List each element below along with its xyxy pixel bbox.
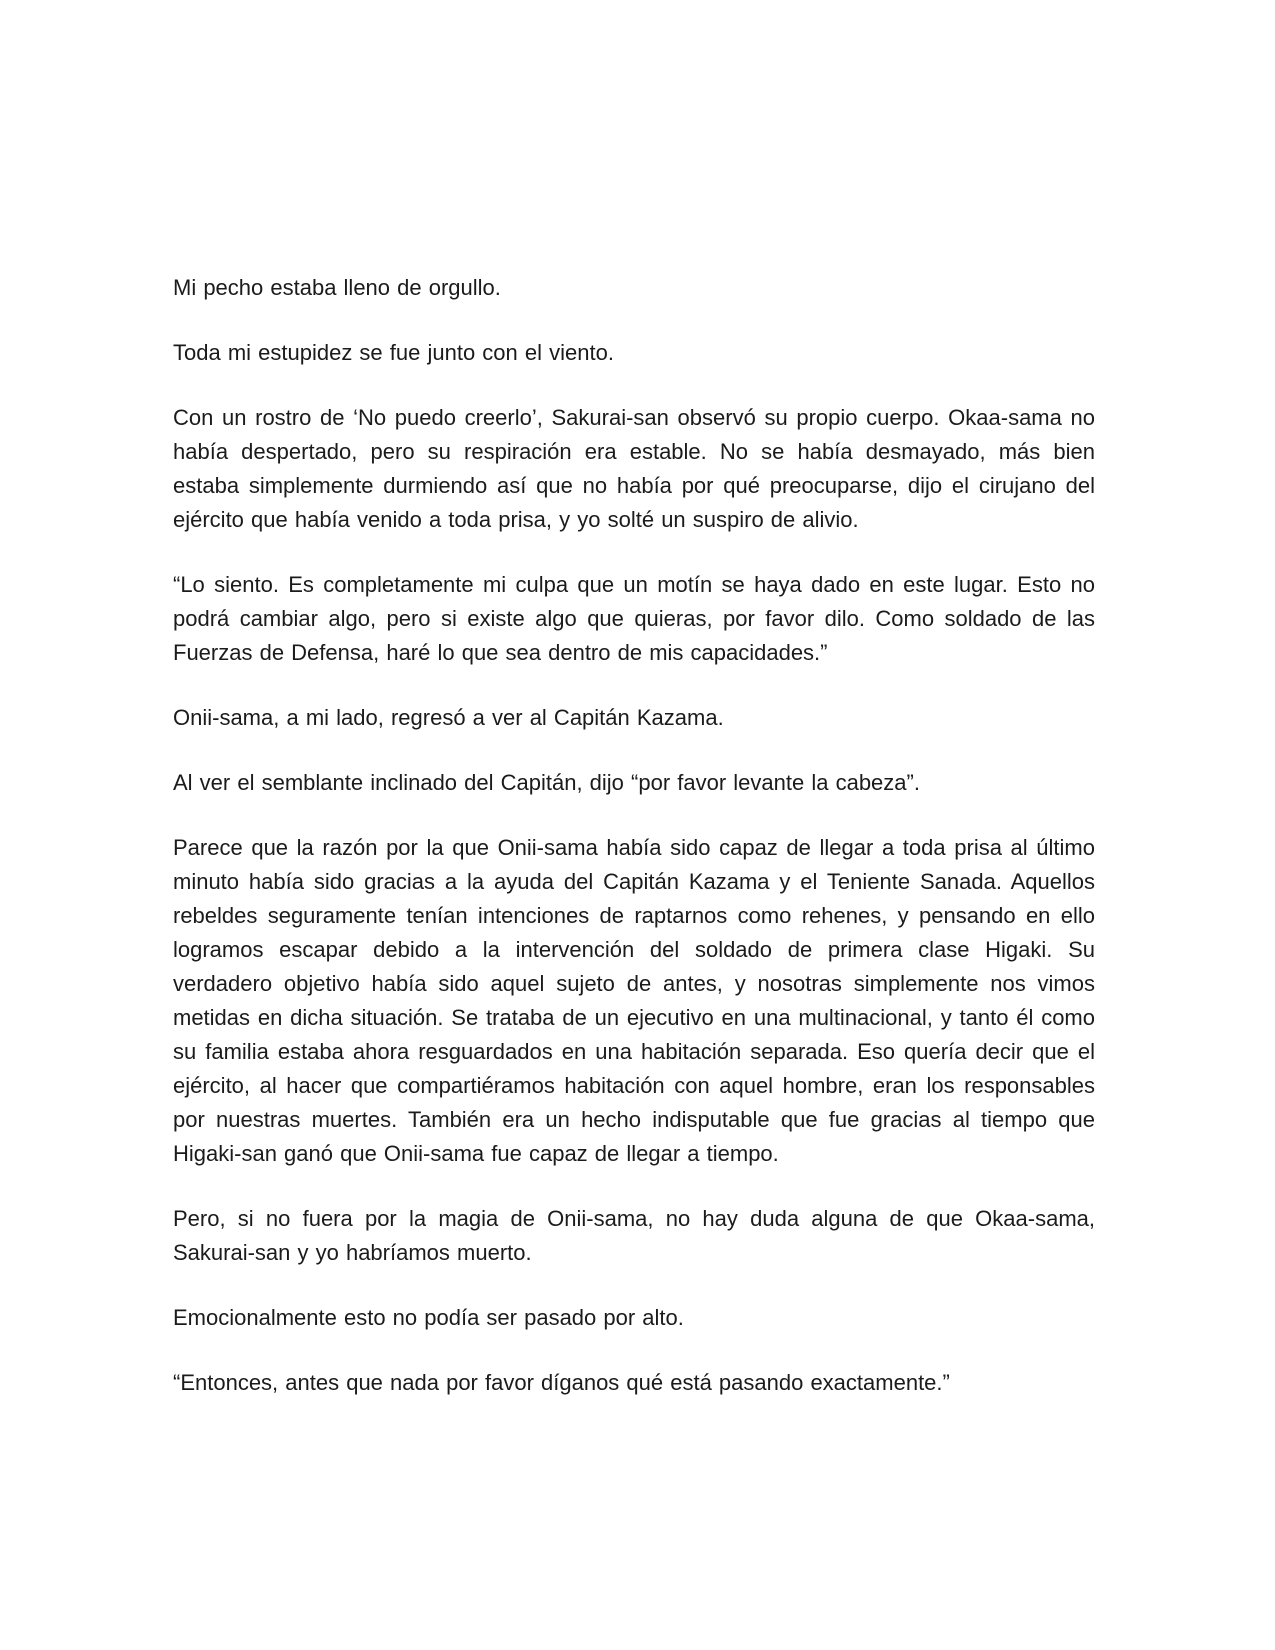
document-content (173, 271, 1095, 1400)
paragraph: Con un rostro de ‘No puedo creerlo’, Sakurai-san observó su propio cuerpo. Okaa-sama no había despertado, pero su respiración era estable. No se había desmayado, más bien estaba simplemente durmiendo así que no había por qué preocuparse, dijo el cirujano del ejército que había venido a toda prisa, y yo solté un suspiro de alivio. (173, 405, 1095, 532)
paragraph: Al ver el semblante inclinado del Capitán, dijo “por favor levante la cabeza”. (173, 770, 920, 795)
paragraph: “Entonces, antes que nada por favor díganos qué está pasando exactamente.” (173, 1370, 950, 1395)
paragraph: Toda mi estupidez se fue junto con el viento. (173, 340, 614, 365)
paragraph: Mi pecho estaba lleno de orgullo. (173, 275, 501, 300)
paragraph: Onii-sama, a mi lado, regresó a ver al Capitán Kazama. (173, 705, 724, 730)
paragraph: Pero, si no fuera por la magia de Onii-sama, no hay duda alguna de que Okaa-sama, Sakurai-san y yo habríamos muerto. (173, 1206, 1095, 1265)
paragraph: Parece que la razón por la que Onii-sama había sido capaz de llegar a toda prisa al último minuto había sido gracias a la ayuda del Capitán Kazama y el Teniente Sanada. Aquellos rebeldes seguramente tenían intenciones de raptarnos como rehenes, y pensando en ello logramos escapar debido a la intervención del soldado de primera clase Higaki. Su verdadero objetivo había sido aquel sujeto de antes, y nosotras simplemente nos vimos metidas en dicha situación. Se trataba de un ejecutivo en una multinacional, y tanto él como su familia estaba ahora resguardados en una habitación separada. Eso quería decir que el ejército, al hacer que compartiéramos habitación con aquel hombre, eran los responsables por nuestras muertes. También era un hecho indisputable que fue gracias al tiempo que Higaki-san ganó que Onii-sama fue capaz de llegar a tiempo. (173, 835, 1095, 1166)
paragraph: Emocionalmente esto no podía ser pasado por alto. (173, 1305, 684, 1330)
paragraph: “Lo siento. Es completamente mi culpa que un motín se haya dado en este lugar. Esto no podrá cambiar algo, pero si existe algo que quieras, por favor dilo. Como soldado de las Fuerzas de Defensa, haré lo que sea dentro de mis capacidades.” (173, 572, 1095, 665)
